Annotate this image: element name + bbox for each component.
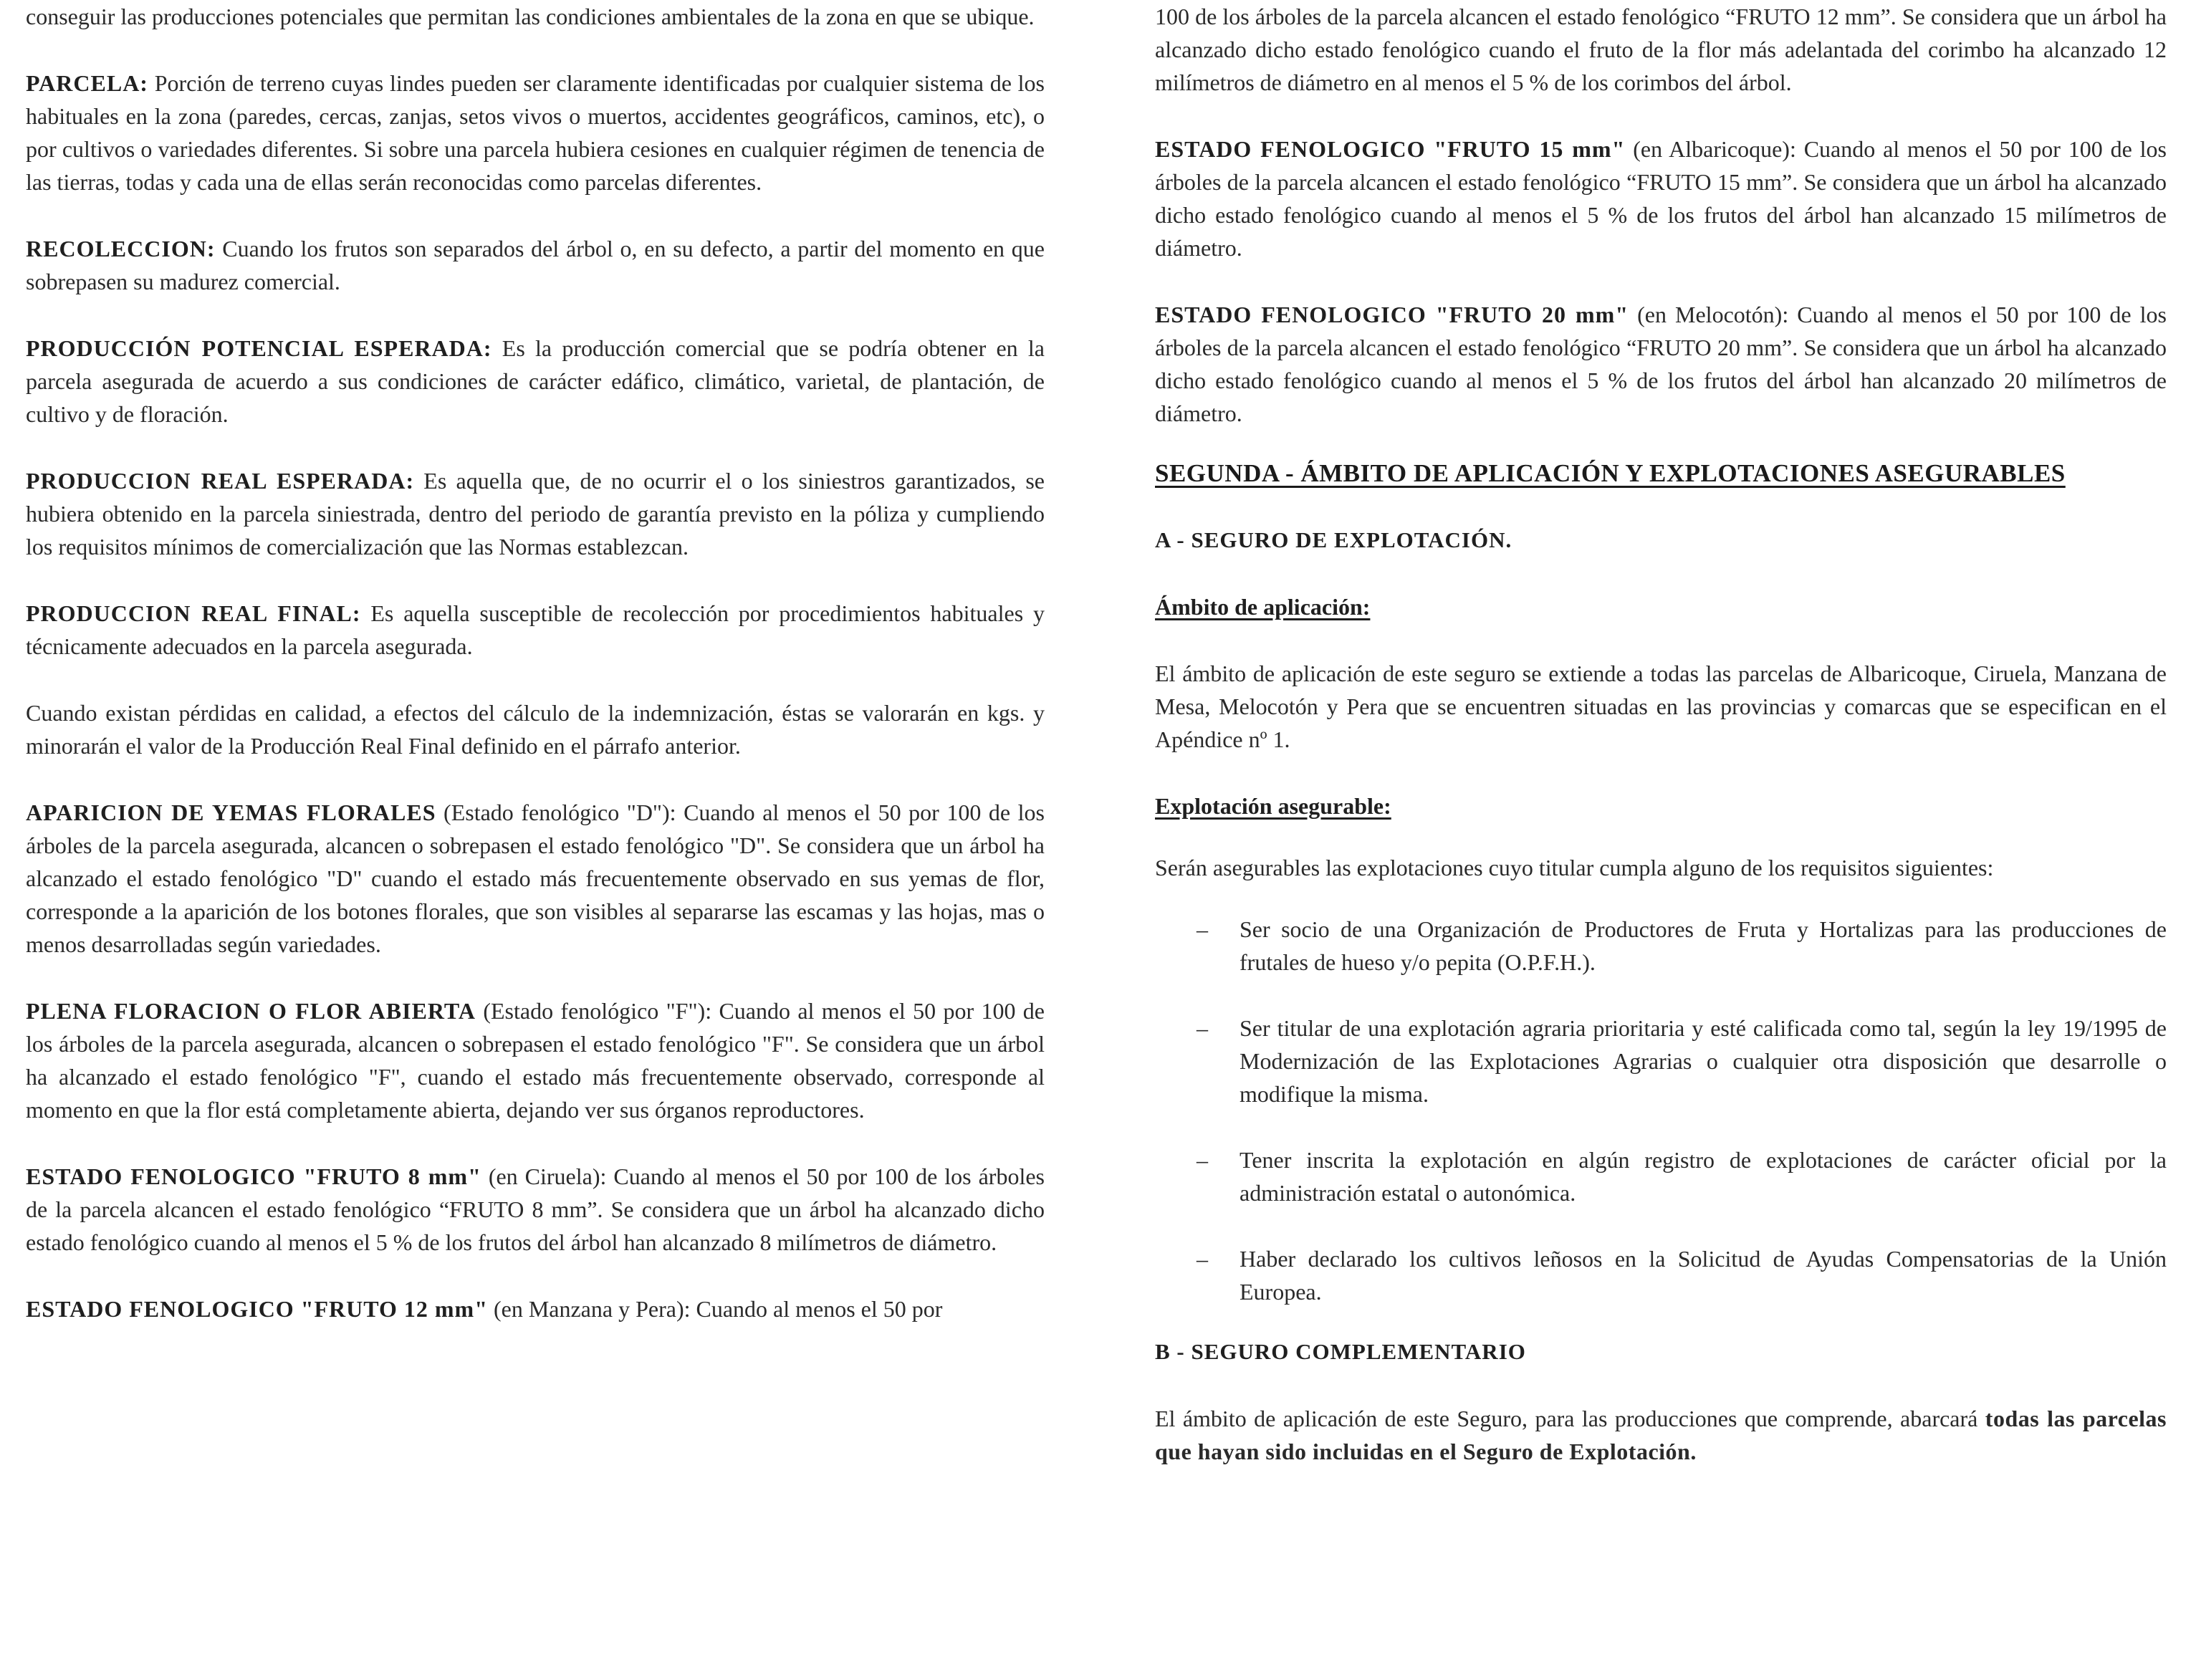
list-dash: –: [1197, 1147, 1208, 1173]
paragraph-perdidas-calidad: Cuando existan pérdidas en calidad, a efectos del cálculo de la indemnización, éstas se valorarán en kgs. y minorarán el valor de la Producción Real Final definido en el párrafo anterior.: [26, 700, 1045, 759]
subsection-heading-b: B - SEGURO COMPLEMENTARIO: [1155, 1339, 1526, 1364]
definition-plena-floracion: [26, 994, 1045, 1126]
term-label: ESTADO FENOLOGICO "FRUTO 8 mm": [26, 1163, 481, 1189]
definition-parcela: [26, 67, 1045, 198]
definition-recoleccion: [26, 232, 1045, 298]
term-label: PLENA FLORACION O FLOR ABIERTA: [26, 998, 476, 1024]
definition-produccion-real-esperada: [26, 464, 1045, 563]
definition-text: Es aquella susceptible de recolección por procedimientos habituales y técnicamente adecuados en la parcela asegurada.: [26, 600, 1045, 659]
paragraph-continuation: conseguir las producciones potenciales que permitan las condiciones ambientales de la zona en que se ubique.: [26, 4, 1035, 29]
term-label: PARCELA:: [26, 70, 148, 96]
left-column: [26, 0, 1045, 1325]
list-dash: –: [1197, 1015, 1208, 1041]
term-label: APARICION DE YEMAS FLORALES: [26, 800, 436, 825]
definition-fruto-12mm: [26, 1292, 1045, 1325]
list-item: [1155, 1143, 2167, 1209]
definition-text: (Estado fenológico "F"): Cuando al menos el 50 por 100 de los árboles de la parcela asegurada, alcancen o sobrepasen el estado fenológico "F". Se considera que un árbol ha alcanzado el estado fenológico "F", cuando el estado más frecuentemente observado, corresponde al momento en que la flor está completamente abierta, dejando ver sus órganos reproductores.: [26, 998, 1045, 1123]
explotacion-paragraph: Serán asegurables las explotaciones cuyo titular cumpla alguno de los requisitos siguientes:: [1155, 855, 1994, 880]
definition-text: (en Albaricoque): Cuando al menos el 50 por 100 de los árboles de la parcela alcancen el estado fenológico “FRUTO 15 mm”. Se considera que un árbol ha alcanzado dicho estado fenológico cuando al menos el 5 % de los frutos del árbol han alcanzado 15 milímetros de diámetro.: [1155, 136, 2167, 261]
definition-text: (en Ciruela): Cuando al menos el 50 por 100 de los árboles de la parcela alcancen el estado fenológico “FRUTO 8 mm”. Se considera que un árbol ha alcanzado dicho estado fenológico cuando al menos el 5 % de los frutos del árbol han alcanzado 8 milímetros de diámetro.: [26, 1163, 1045, 1255]
term-label: ESTADO FENOLOGICO "FRUTO 12 mm": [26, 1296, 488, 1322]
term-label: RECOLECCION:: [26, 236, 216, 261]
list-dash: –: [1197, 916, 1208, 942]
term-label: PRODUCCION REAL FINAL:: [26, 600, 361, 626]
definition-produccion-potencial: [26, 332, 1045, 431]
list-item: [1155, 913, 2167, 979]
list-item-text: Ser socio de una Organización de Productores de Fruta y Hortalizas para las producciones de frutales de hueso y/o pepita (O.P.F.H.).: [1240, 916, 2167, 975]
list-item: [1155, 1242, 2167, 1308]
definition-text: (en Manzana y Pera): Cuando al menos el 50 por: [487, 1296, 943, 1322]
definition-text: Cuando los frutos son separados del árbol o, en su defecto, a partir del momento en que sobrepasen su madurez comercial.: [26, 236, 1045, 294]
definition-text: (Estado fenológico "D"): Cuando al menos el 50 por 100 de los árboles de la parcela asegurada, alcancen o sobrepasen el estado fenológico "D". Se considera que un árbol ha alcanzado el estado fenológico "D" cuando el estado más frecuentemente observado en sus yemas de flor, corresponde a la aparición de los botones florales, que son visibles al separarse las escamas y las hojas, mas o menos desarrolladas según variedades.: [26, 800, 1045, 957]
list-dash: –: [1197, 1246, 1208, 1272]
definition-text: Porción de terreno cuyas lindes pueden ser claramente identificadas por cualquier sistema de los habituales en la zona (paredes, cercas, zanjas, setos vivos o muertos, accidentes geográficos, caminos, etc), o por cultivos o variedades diferentes. Si sobre una parcela hubiera cesiones en cualquier régimen de tenencia de las tierras, todas y cada una de ellas serán reconocidas como parcelas diferentes.: [26, 70, 1045, 195]
term-label: PRODUCCIÓN POTENCIAL ESPERADA:: [26, 335, 492, 361]
explotacion-heading: Explotación asegurable:: [1155, 793, 1391, 819]
list-item-text: Haber declarado los cultivos leñosos en la Solicitud de Ayudas Compensatorias de la Unión Europea.: [1240, 1246, 2167, 1305]
ambito-paragraph: El ámbito de aplicación de este seguro se extiende a todas las parcelas de Albaricoque, Ciruela, Manzana de Mesa, Melocotón y Pera que se encuentren situadas en las provincias y comarcas que se especifican en el Apéndice nº 1.: [1155, 661, 2167, 752]
ambito-heading: Ámbito de aplicación:: [1155, 594, 1371, 620]
definition-text: (en Melocotón): Cuando al menos el 50 por 100 de los árboles de la parcela alcancen el estado fenológico “FRUTO 20 mm”. Se considera que un árbol ha alcanzado dicho estado fenológico cuando al menos el 5 % de los frutos del árbol han alcanzado 20 milímetros de diámetro.: [1155, 302, 2167, 426]
term-label: ESTADO FENOLOGICO "FRUTO 20 mm": [1155, 302, 1629, 327]
term-label: ESTADO FENOLOGICO "FRUTO 15 mm": [1155, 136, 1626, 162]
definition-yemas-florales: [26, 796, 1045, 961]
term-label: PRODUCCION REAL ESPERADA:: [26, 468, 415, 494]
list-item-text: Tener inscrita la explotación en algún registro de explotaciones de carácter oficial por la administración estatal o autonómica.: [1240, 1147, 2167, 1206]
complementario-bold-text: todas las parcelas que hayan sido incluidas en el Seguro de Explotación.: [1155, 1406, 2167, 1464]
definition-text: Es la producción comercial que se podría obtener en la parcela asegurada de acuerdo a sus condiciones de carácter edáfico, climático, varietal, de plantación, de cultivo y de floración.: [26, 335, 1045, 427]
right-column: [1155, 0, 2167, 1468]
paragraph-continuation: 100 de los árboles de la parcela alcancen el estado fenológico “FRUTO 12 mm”. Se considera que un árbol ha alcanzado dicho estado fenológico cuando el fruto de la flor más adelantada del corimbo ha alcanzado 12 milímetros de diámetro en al menos el 5 % de los corimbos del árbol.: [1155, 4, 2167, 95]
complementario-paragraph: [1155, 1402, 2167, 1468]
definition-produccion-real-final: [26, 597, 1045, 663]
subsection-heading-a: A - SEGURO DE EXPLOTACIÓN.: [1155, 527, 1512, 552]
complementario-text: El ámbito de aplicación de este Seguro, para las producciones que comprende, abarcará: [1155, 1406, 1985, 1431]
definition-fruto-15mm: [1155, 133, 2167, 264]
section-heading: SEGUNDA - ÁMBITO DE APLICACIÓN Y EXPLOTACIONES ASEGURABLES: [1155, 459, 2066, 487]
list-item-text: Ser titular de una explotación agraria prioritaria y esté calificada como tal, según la ley 19/1995 de Modernización de las Explotaciones Agrarias o cualquier otra disposición que desarrolle o modifique la misma.: [1240, 1015, 2167, 1107]
requirements-list: [1155, 913, 2167, 1308]
list-item: [1155, 1012, 2167, 1110]
definition-fruto-8mm: [26, 1160, 1045, 1259]
definition-fruto-20mm: [1155, 298, 2167, 430]
definition-text: Es aquella que, de no ocurrir el o los siniestros garantizados, se hubiera obtenido en la parcela siniestrada, dentro del periodo de garantía previsto en la póliza y cumpliendo los requisitos mínimos de comercialización que las Normas establezcan.: [26, 468, 1045, 560]
